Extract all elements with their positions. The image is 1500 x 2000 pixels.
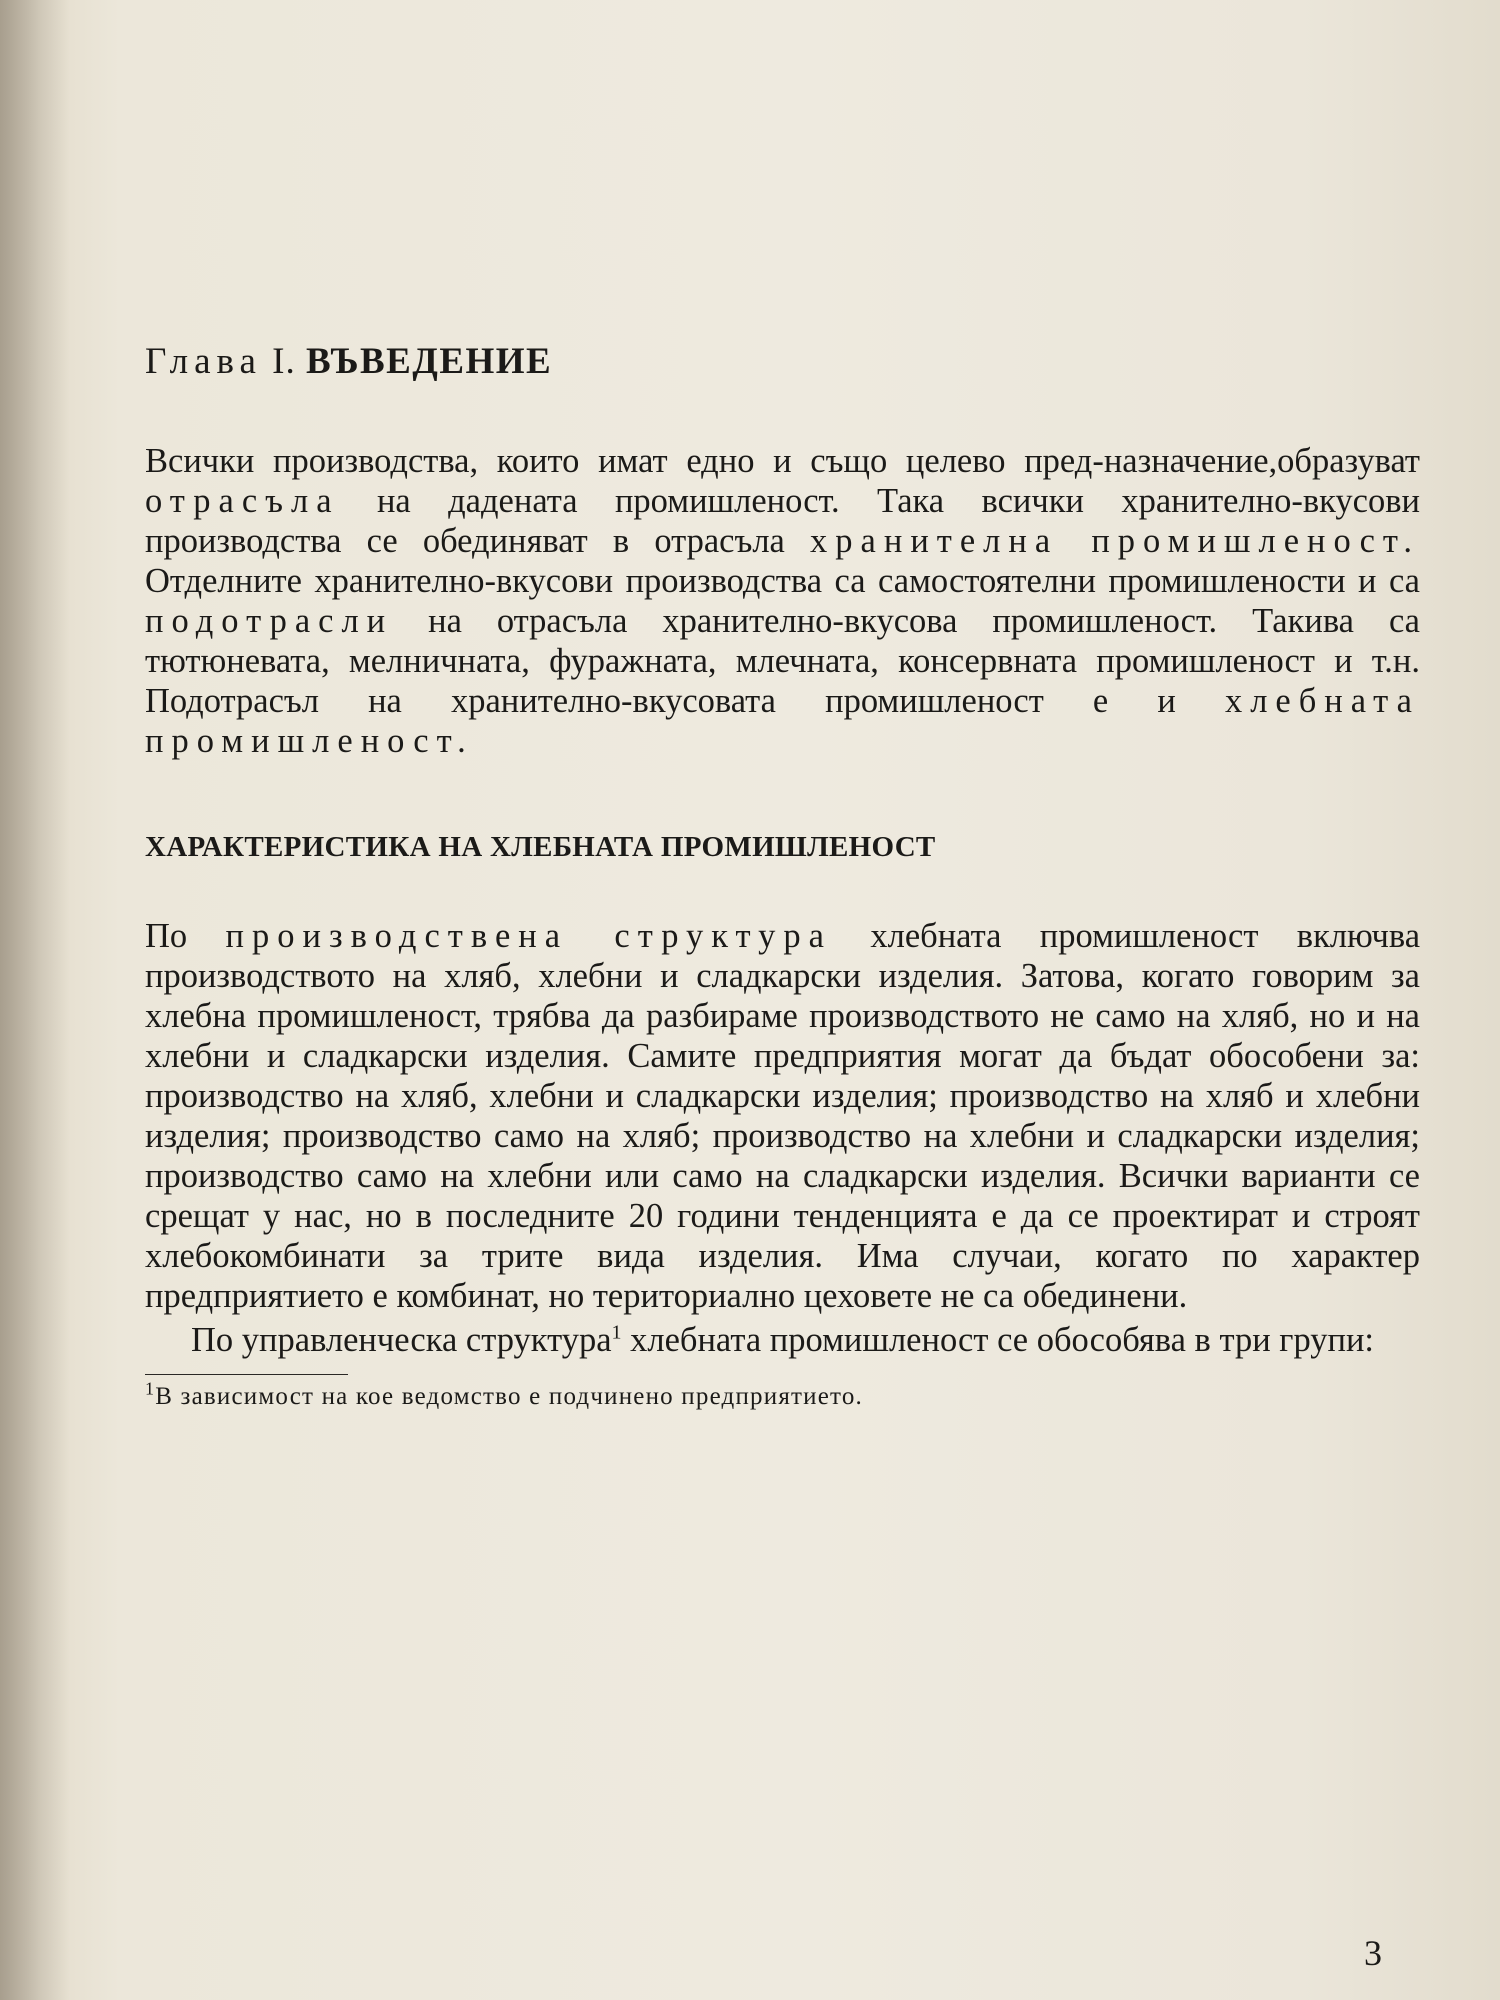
section-paragraph-1 bbox=[145, 916, 1420, 1316]
footnote-text: В зависимост на кое ведомство е подчинено предприятието. bbox=[155, 1383, 863, 1410]
section-paragraph-2 bbox=[145, 1320, 1420, 1360]
chapter-title bbox=[145, 340, 1420, 383]
section-heading: ХАРАКТЕРИСТИКА НА ХЛЕБНАТА ПРОМИШЛЕНОСТ bbox=[145, 831, 936, 863]
intro-term-otrasal: отрасъла bbox=[145, 482, 340, 520]
section-p1-lead: По bbox=[145, 917, 188, 955]
footnote-reference: 1 bbox=[611, 1321, 622, 1344]
intro-term-subsectors: подотрасли bbox=[145, 602, 394, 640]
chapter-number: I. bbox=[272, 341, 296, 382]
chapter-heading: ВЪВЕДЕНИЕ bbox=[305, 341, 553, 382]
intro-text-2: на дадената промишленост. Така всички хранително-вкусови производства се обединяват в отрасъла bbox=[145, 482, 1421, 560]
section-p1-text: хлебната промишленост включва производството на хляб, хлебни и сладкарски изделия. Затова, когато говорим за хлебна промишленост, трябва да разбираме производството не само на хляб, но и на хлебни и сладкарски изделия. Самите предприятия могат да бъдат обособени за: производство на хляб, хлебни и сладкарски изделия; производство на хляб и хлебни изделия; производство само на хляб; производство на хлебни и сладкарски изделия; производство само на хлебни или само на сладкарски изделия. Всички варианти се срещат у нас, но в последните 20 години тенденцията е да се проектират и строят хлебокомбинати за трите вида изделия. Има случаи, когато по характер предприятието е комбинат, но териториално цеховете не са обединени. bbox=[145, 917, 1421, 1315]
intro-text-1: Всички производства, които имат едно и също целево пред-назначение,образуват bbox=[145, 442, 1420, 480]
page-content bbox=[145, 340, 1420, 1413]
intro-text-3: Отделните хранително-вкусови производства са самостоятелни промишлености и са bbox=[145, 562, 1420, 600]
intro-term-bread-industry: хлебната промишленост. bbox=[145, 682, 1420, 760]
section-p2-text-before: По управленческа структура bbox=[191, 1321, 612, 1359]
section-p2-text-after: хлебната промишленост се обособява в три групи: bbox=[630, 1321, 1375, 1359]
footnote-mark: 1 bbox=[145, 1378, 156, 1399]
chapter-word: Глава bbox=[145, 341, 262, 382]
intro-term-food-industry: хранителна промишленост. bbox=[810, 522, 1421, 560]
footnote-separator bbox=[145, 1374, 348, 1375]
intro-paragraph bbox=[145, 441, 1420, 761]
footnote bbox=[145, 1378, 1420, 1413]
section-p1-term: производствена структура bbox=[225, 917, 832, 955]
intro-text-4: на отрасъла хранително-вкусова промишленост. Такива са тютюневата, мелничната, фуражната, млечната, консервната промишленост и т.н. Подотрасъл на хранително-вкусовата промишленост е и bbox=[145, 602, 1420, 720]
book-gutter-shadow bbox=[0, 0, 70, 2000]
page-number: 3 bbox=[1364, 1933, 1382, 1973]
